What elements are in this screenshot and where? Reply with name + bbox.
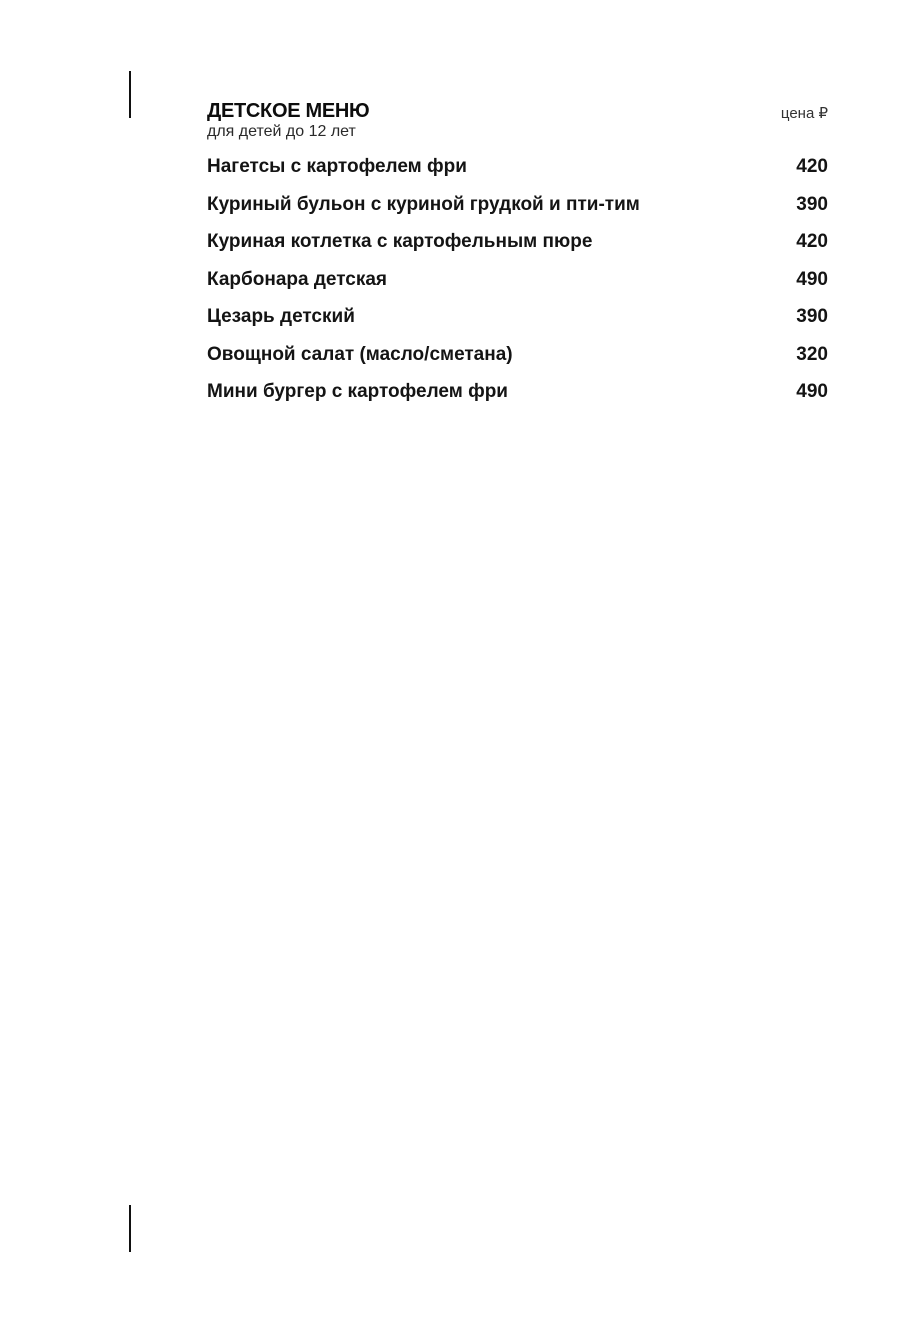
menu-item bbox=[207, 344, 828, 382]
kids-menu-section bbox=[207, 98, 828, 402]
menu-item bbox=[207, 156, 828, 194]
menu-item-price: 490 bbox=[796, 381, 828, 402]
menu-item-name: Мини бургер с картофелем фри bbox=[207, 381, 508, 402]
menu-subtitle: для детей до 12 лет bbox=[207, 123, 356, 140]
menu-item-price: 320 bbox=[796, 343, 828, 365]
menu-item bbox=[207, 381, 828, 419]
menu-item bbox=[207, 306, 828, 344]
menu-item-name: Куриный бульон с куриной грудкой и пти-тим bbox=[207, 193, 640, 215]
crop-mark-bottom bbox=[129, 1205, 131, 1252]
menu-item-name: Нагетсы с картофелем фри bbox=[207, 156, 467, 177]
menu-item bbox=[207, 231, 828, 269]
menu-item-price: 420 bbox=[796, 156, 828, 177]
menu-item-name: Карбонара детская bbox=[207, 268, 387, 290]
menu-item-name: Цезарь детский bbox=[207, 306, 355, 327]
menu-item-price: 490 bbox=[796, 268, 828, 290]
menu-title: ДЕТСКОЕ МЕНЮ bbox=[207, 100, 370, 122]
menu-item bbox=[207, 194, 828, 232]
menu-item-price: 390 bbox=[796, 193, 828, 215]
price-column-header: цена ₽ bbox=[780, 105, 828, 122]
menu-item-price: 390 bbox=[796, 306, 828, 327]
menu-items-list bbox=[207, 156, 828, 419]
menu-header bbox=[207, 98, 828, 146]
menu-item-name: Куриная котлетка с картофельным пюре bbox=[207, 231, 593, 252]
menu-item-price: 420 bbox=[796, 231, 828, 252]
crop-mark-top bbox=[129, 71, 131, 118]
menu-item-name: Овощной салат (масло/сметана) bbox=[207, 343, 513, 365]
menu-item bbox=[207, 269, 828, 307]
